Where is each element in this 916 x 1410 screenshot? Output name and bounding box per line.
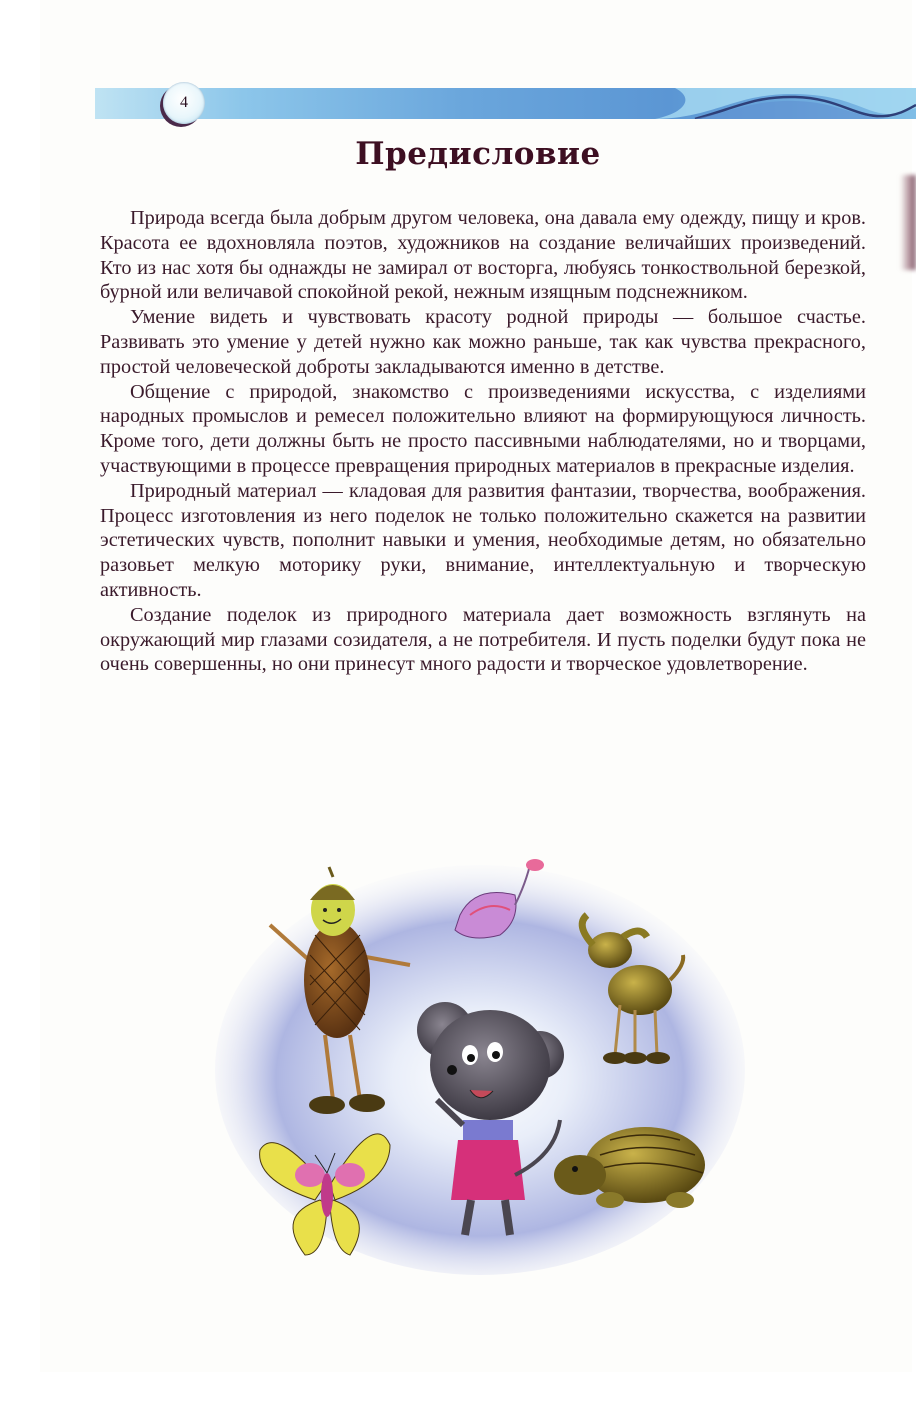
paragraph: Природа всегда была добрым другом человека, она давала ему одежду, пищу и кров. Красота ее вдохновляла поэтов, художников на создание величайших произведений. Кто из нас хотя бы однажды не замирал от восторга, любуясь тонкоствольной березкой, бурной или величавой спокойной рекой, нежным изящным подснежником. xyxy=(100,207,866,304)
page-title: Предисловие xyxy=(355,136,601,172)
page-number-badge xyxy=(163,82,205,124)
paragraph: Создание поделок из природного материала дает возможность взглянуть на окружающий мир глазами созидателя, а не потребителя. И пусть поделки будут пока не очень совершенны, но они принесут много радости и творческое удовлетворение. xyxy=(100,603,866,676)
wave-decoration-icon xyxy=(95,88,916,119)
paragraph: Умение видеть и чувствовать красоту родной природы — большое счастье. Развивать это умение у детей нужно как можно раньше, так как чувства прекрасного, простой человеческой доброты закладываются именно в детстве. xyxy=(100,306,866,378)
page-number: 4 xyxy=(180,94,188,111)
body-text xyxy=(100,206,866,677)
illustration xyxy=(215,855,745,1275)
page-edge-shadow xyxy=(900,175,916,270)
paragraph: Общение с природой, знакомство с произведениями искусства, с изделиями народных промыслов и ремесел положительно влияют на формирующуюся личность. Кроме того, дети должны быть не просто пассивными наблюдателями, но и творцами, участвующими в процессе превращения природных материалов в прекрасные изделия. xyxy=(100,380,866,477)
header-band xyxy=(95,88,916,119)
paragraph: Природный материал — кладовая для развития фантазии, творчества, воображения. Процесс изготовления из него поделок не только положительно скажется на развитии эстетических чувств, пополнит навыки и умения, необходимые детям, но обязательно разовьет мелкую моторику руки, внимание, интеллектуальную и творческую активность. xyxy=(100,479,866,601)
